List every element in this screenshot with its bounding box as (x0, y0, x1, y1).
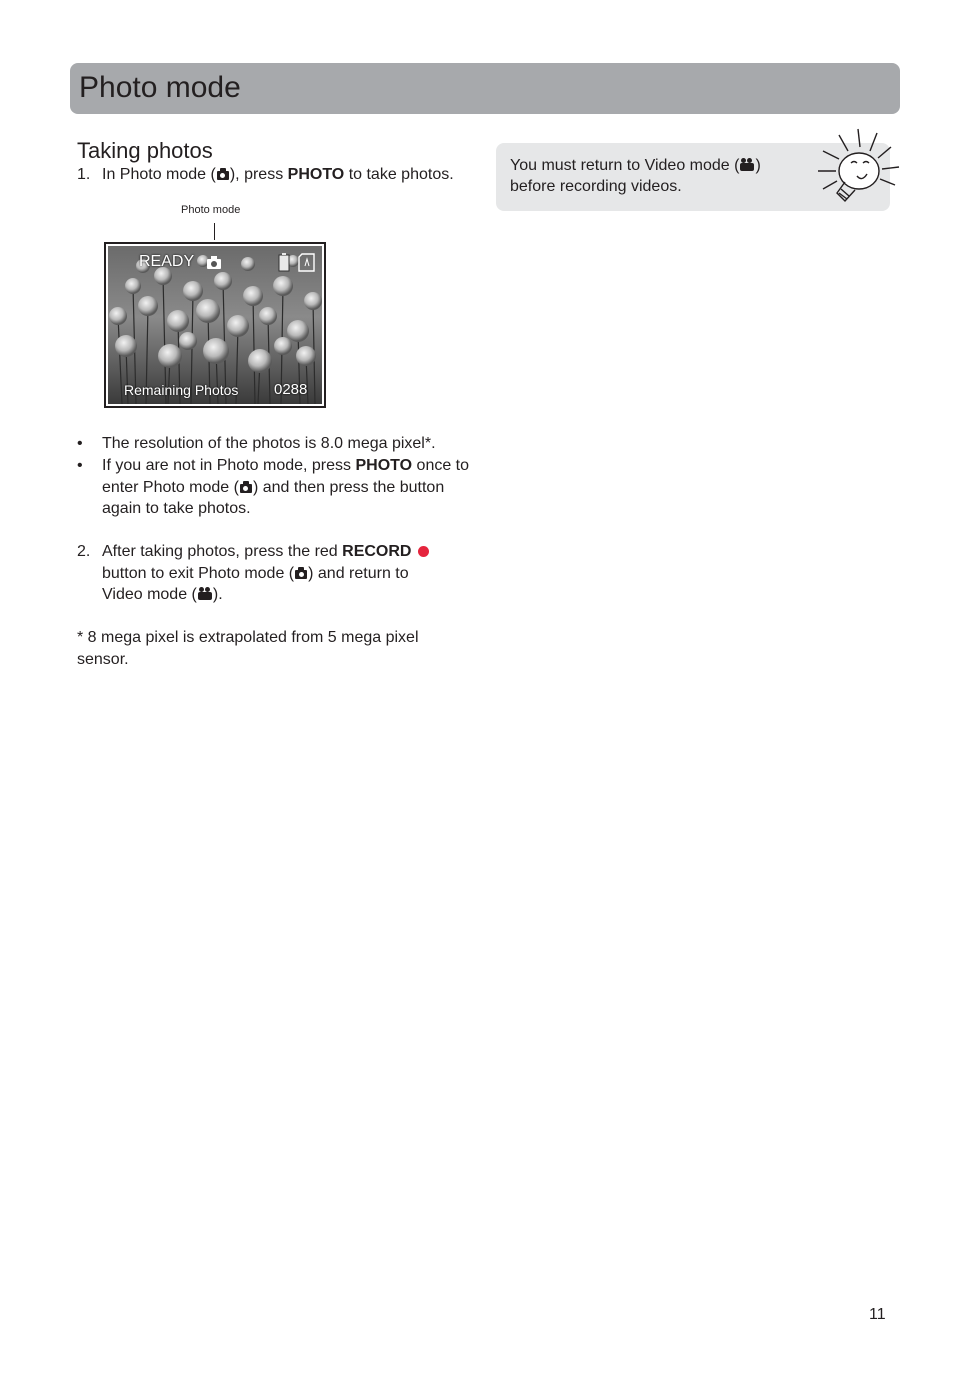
step-2-text (102, 541, 447, 606)
photo-keyword: PHOTO (287, 166, 345, 183)
step-1-text-part: ), press (229, 166, 288, 183)
tip-text-part: ) before recording videos. (510, 157, 761, 195)
title-bar (70, 63, 900, 114)
step-1-text (102, 164, 482, 186)
step-2-text-part: After taking photos, press the red (102, 543, 343, 560)
step-2-text-part: ). (212, 586, 223, 603)
bullet-text-part: ) and then press the button again to take photos. (102, 478, 445, 517)
step-1-text-part: In Photo mode ( (102, 166, 216, 183)
tip-text-part: You must return to Video mode ( (510, 157, 740, 174)
screen-status: READY (139, 253, 195, 270)
remaining-photos-count: 0288 (274, 381, 308, 398)
step-2-text-part: ) and return to Video mode ( (102, 564, 409, 603)
section-heading: Taking photos (77, 138, 213, 163)
photo-keyword: PHOTO (355, 457, 413, 474)
camera-icon (217, 171, 229, 180)
step-1 (77, 164, 477, 186)
bullet-marker: • (77, 457, 83, 474)
callout-line (214, 223, 215, 240)
battery-icon (279, 253, 289, 271)
bullet-text-part: once to enter Photo mode ( (102, 457, 470, 496)
step-2-text-part: button to exit Photo mode ( (102, 564, 295, 582)
camera-icon (295, 570, 307, 579)
step-1-number: 1. (77, 166, 91, 183)
remaining-photos-label: Remaining Photos (124, 382, 239, 398)
step-2 (77, 541, 477, 607)
red-dot-icon (418, 546, 429, 557)
page-title: Photo mode (79, 71, 241, 104)
video-camera-icon (740, 163, 754, 171)
screen-preview (108, 246, 322, 404)
callout-label: Photo mode (181, 204, 241, 216)
camera-screen (104, 242, 326, 408)
step-1-text-part: to take photos. (344, 166, 454, 183)
bullet-item (77, 433, 477, 455)
footnote: * 8 mega pixel is extrapolated from 5 mega pixel sensor. (77, 629, 419, 668)
bullet-text-part: If you are not in Photo mode, press (102, 457, 356, 474)
record-keyword: RECORD (342, 543, 412, 560)
bullet-text (102, 455, 472, 520)
step-2-number: 2. (77, 543, 91, 560)
video-camera-icon (198, 592, 212, 600)
tip-text (510, 155, 800, 197)
bullet-text: The resolution of the photos is 8.0 mega pixel*. (102, 435, 436, 452)
lightbulb-icon (815, 127, 901, 211)
page-number: 11 (869, 1306, 886, 1323)
bullet-marker: • (77, 435, 83, 452)
camera-icon (240, 484, 252, 493)
bullet-item (77, 455, 477, 521)
